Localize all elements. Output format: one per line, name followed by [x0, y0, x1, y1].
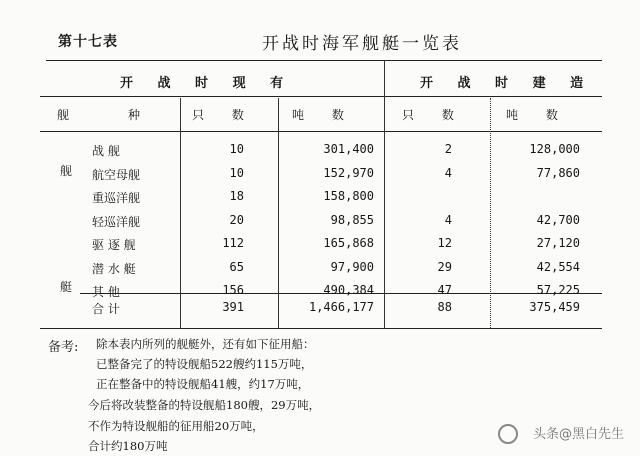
page-title: 开战时海军舰艇一览表	[262, 34, 462, 54]
watermark: 头条@黑白先生	[532, 427, 624, 442]
current-tons: 1,466,177	[308, 300, 374, 314]
ship-type: 驱 逐 舰	[92, 238, 136, 252]
building-tons: 57,225	[536, 283, 580, 297]
building-tons: 42,554	[536, 259, 580, 274]
ship-type: 轻巡洋舰	[92, 214, 141, 229]
ship-type: 潜 水 艇	[92, 261, 136, 276]
note-line: 合计约180万吨	[88, 439, 168, 453]
watermark-logo-icon	[498, 424, 518, 444]
note-line: 除本表内所列的舰艇外，还有如下征用船：	[96, 337, 315, 351]
building-tons: 375,459	[529, 300, 580, 314]
current-count: 10	[229, 165, 244, 180]
building-tons: 27,120	[536, 236, 580, 250]
table-label: 第十七表	[58, 34, 118, 50]
building-count: 4	[444, 212, 452, 227]
col-header-count: 只 数	[192, 108, 256, 122]
note-label: 备考:	[48, 340, 79, 355]
current-tons: 97,900	[330, 259, 374, 274]
current-tons: 158,800	[323, 189, 374, 203]
building-tons: 42,700	[536, 212, 580, 227]
building-count: 4	[444, 165, 452, 180]
current-count: 65	[229, 259, 244, 274]
current-count: 156	[222, 283, 244, 297]
current-tons: 301,400	[323, 142, 374, 156]
col-header-tons: 吨 数	[292, 108, 356, 122]
ship-type: 其 他	[92, 285, 120, 299]
col-sep-3	[384, 60, 385, 328]
col-header-ship: 舰	[57, 108, 82, 122]
col-header-type: 种	[128, 108, 153, 122]
col-header-build-count: 只 数	[402, 108, 466, 122]
ship-type: 战 舰	[92, 144, 120, 158]
ship-type: 合 计	[92, 302, 120, 316]
current-tons: 98,855	[330, 212, 374, 227]
note-line: 今后将改装整备的特设舰船180艘，29万吨，	[88, 398, 321, 412]
building-count: 2	[444, 142, 452, 156]
top-rule	[46, 60, 602, 61]
current-count: 10	[229, 142, 244, 156]
building-tons: 128,000	[529, 142, 580, 156]
building-count: 47	[437, 283, 452, 297]
note-line: 不作为特设舰船的征用船20万吨，	[88, 419, 264, 433]
col-sep-4	[490, 98, 491, 328]
bottom-rule	[40, 328, 602, 329]
group-header-building: 开 战 时 建 造	[420, 76, 594, 91]
column-header-rule	[40, 131, 602, 132]
side-label-ship: 舰	[60, 164, 73, 178]
ship-type: 航空母舰	[92, 167, 141, 182]
building-count: 12	[437, 236, 452, 250]
ship-type: 重巡洋舰	[92, 191, 141, 205]
current-tons: 152,970	[323, 165, 374, 180]
current-count: 20	[229, 212, 244, 227]
building-count: 88	[437, 300, 452, 314]
building-tons: 77,860	[536, 165, 580, 180]
current-count: 391	[222, 300, 244, 314]
current-tons: 165,868	[323, 236, 374, 250]
group-header-rule	[40, 96, 602, 97]
col-sep-2	[278, 98, 279, 328]
side-label-boat: 艇	[60, 280, 73, 294]
current-tons: 490,384	[323, 283, 374, 297]
col-sep-1	[180, 98, 181, 328]
group-header-current: 开 战 时 现 有	[120, 76, 294, 91]
col-header-build-tons: 吨 数	[506, 108, 570, 122]
note-line: 正在整备中的特设舰船41艘，约17万吨，	[96, 377, 310, 391]
building-count: 29	[437, 259, 452, 274]
note-line: 已整备完了的特设舰船522艘约115万吨，	[96, 357, 313, 371]
current-count: 112	[222, 236, 244, 250]
current-count: 18	[229, 189, 244, 203]
